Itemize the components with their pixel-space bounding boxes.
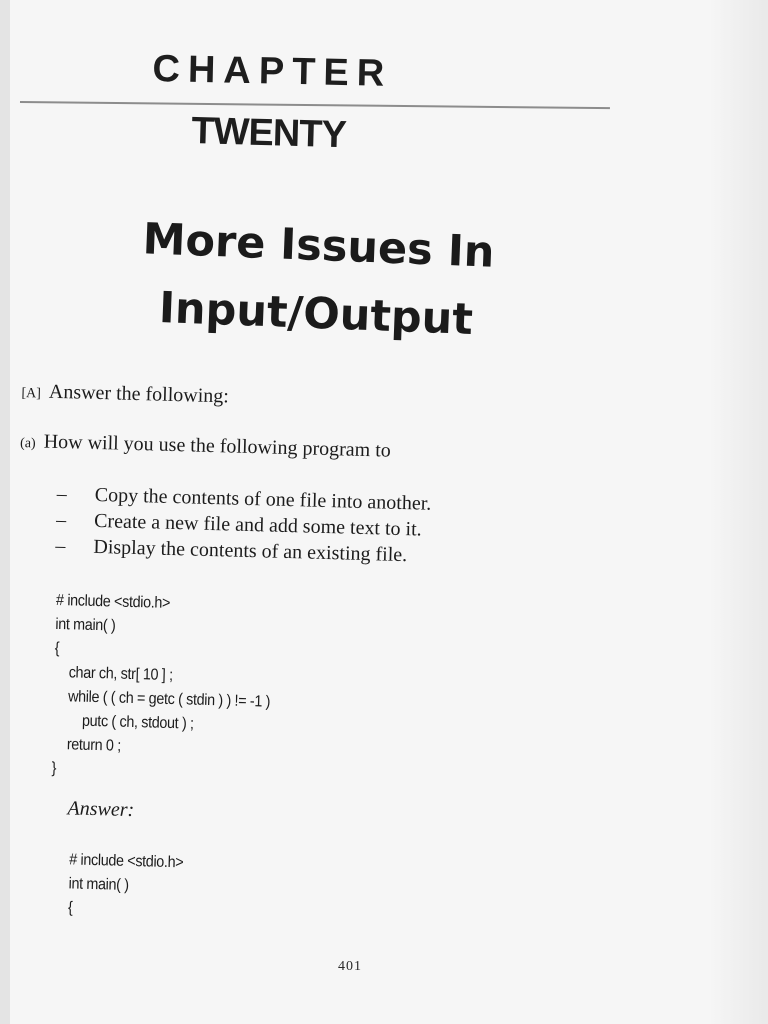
question-tag: (a) — [19, 435, 36, 452]
answer-code-listing: # include <stdio.h> int main( ) { — [67, 851, 184, 917]
exercise-body — [19, 372, 582, 917]
page-shadow — [708, 0, 768, 1024]
question-text: How will you use the following program to — [43, 430, 392, 462]
section-heading-text: Answer the following: — [48, 380, 230, 408]
program-code-listing: # include <stdio.h> int main( ) { char ch, str[ 10 ] ; while ( ( ch = getc ( stdin ) ) != -1 ) putc ( ch, stdout ) ; return 0 ; } — [51, 591, 271, 778]
page-gutter-edge — [0, 0, 10, 1024]
chapter-number: TWENTY — [190, 110, 347, 157]
chapter-rule-divider — [20, 101, 610, 109]
question-a — [20, 430, 391, 463]
bullet-dash: – — [55, 534, 66, 558]
section-tag: [A] — [21, 385, 42, 402]
chapter-title — [105, 204, 530, 356]
list-item-text: Create a new file and add some text to it. — [93, 509, 422, 541]
section-heading — [21, 380, 229, 408]
list-item-text: Display the contents of an existing file. — [93, 535, 408, 567]
chapter-title-line-2: Input/Output — [158, 282, 474, 345]
answer-label: Answer: — [67, 797, 135, 822]
list-item-text: Copy the contents of one file into another. — [94, 483, 432, 515]
chapter-title-line-1: More Issues In — [141, 214, 496, 278]
task-list — [55, 481, 432, 569]
page-number: 401 — [338, 959, 362, 974]
chapter-label: CHAPTER — [152, 48, 393, 96]
bullet-dash: – — [56, 482, 68, 506]
bullet-dash: – — [55, 508, 67, 532]
